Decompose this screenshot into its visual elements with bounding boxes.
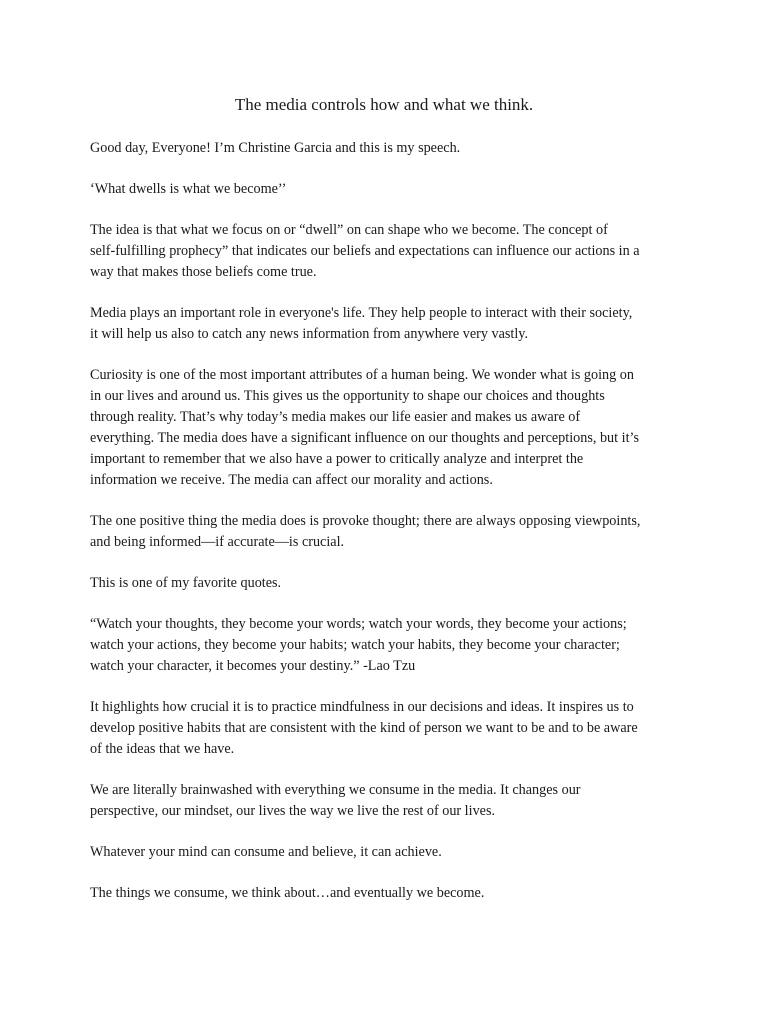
paragraph-line: of the ideas that we have. [90, 741, 235, 757]
paragraph-line: self-fulfilling prophecy” that indicates our beliefs and expectations can influence our actions in a [90, 243, 640, 259]
paragraph-line: We are literally brainwashed with everything we consume in the media. It changes our [90, 782, 581, 798]
paragraph-line: Media plays an important role in everyone's life. They help people to interact with their society, [90, 305, 633, 321]
paragraph-line: develop positive habits that are consistent with the kind of person we want to be and to be aware [90, 720, 638, 736]
paragraph-line: information we receive. The media can affect our morality and actions. [90, 472, 493, 488]
paragraph [90, 138, 680, 159]
paragraph [90, 614, 680, 677]
paragraph [90, 697, 680, 760]
paragraph [90, 511, 680, 553]
paragraph-line: The idea is that what we focus on or “dwell” on can shape who we become. The concept of [90, 222, 608, 238]
paragraph [90, 220, 680, 283]
paragraph-line: It highlights how crucial it is to practice mindfulness in our decisions and ideas. It inspires us to [90, 699, 634, 715]
paragraph [90, 303, 680, 345]
paragraph-line: it will help us also to catch any news information from anywhere very vastly. [90, 326, 528, 342]
paragraph [90, 365, 680, 491]
document-title: The media controls how and what we think. [234, 95, 534, 114]
paragraph-line: watch your character, it becomes your destiny.” -Lao Tzu [90, 658, 416, 674]
paragraph-line: through reality. That’s why today’s media makes our life easier and makes us aware of [90, 409, 581, 425]
paragraph-line: The things we consume, we think about…and eventually we become. [90, 885, 485, 901]
paragraph-line: watch your actions, they become your habits; watch your habits, they become your character; [90, 637, 620, 653]
paragraph-line: Curiosity is one of the most important attributes of a human being. We wonder what is going on [90, 367, 634, 383]
paragraph-line: perspective, our mindset, our lives the way we live the rest of our lives. [90, 803, 496, 819]
paragraph-line: everything. The media does have a significant influence on our thoughts and perceptions, but it’s [90, 430, 639, 446]
paragraph-line: ‘What dwells is what we become’’ [90, 181, 287, 197]
paragraph [90, 842, 680, 863]
paragraph-line: This is one of my favorite quotes. [90, 575, 282, 591]
paragraph-line: The one positive thing the media does is provoke thought; there are always opposing viewpoints, [90, 513, 641, 529]
paragraph-line: important to remember that we also have a power to critically analyze and interpret the [90, 451, 584, 467]
paragraph-line: and being informed—if accurate—is crucial. [90, 534, 345, 550]
paragraph [90, 883, 680, 904]
paragraph-line: in our lives and around us. This gives us the opportunity to shape our choices and thoughts [90, 388, 605, 404]
paragraph [90, 179, 680, 200]
paragraph-line: “Watch your thoughts, they become your words; watch your words, they become your actions; [90, 616, 627, 632]
paragraph-line: way that makes those beliefs come true. [90, 264, 317, 280]
paragraph [90, 573, 680, 594]
paragraph-line: Whatever your mind can consume and believe, it can achieve. [90, 844, 442, 860]
paragraph [90, 780, 680, 822]
paragraph-line: Good day, Everyone! I’m Christine Garcia and this is my speech. [90, 140, 461, 156]
document-body [90, 138, 680, 924]
